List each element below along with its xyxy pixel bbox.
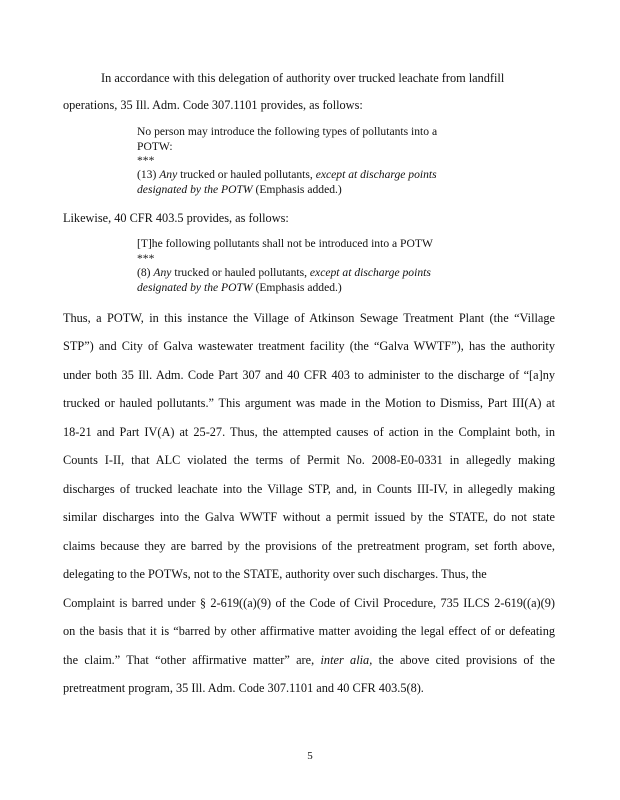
body-line <box>63 396 555 410</box>
body-line <box>63 339 555 353</box>
page-number: 5 <box>307 750 313 762</box>
text-run: (13) <box>137 168 160 181</box>
text-run: (8) <box>137 266 154 279</box>
emphasis-text: except at discharge points <box>315 168 437 181</box>
quote-line <box>137 252 154 266</box>
quote-line <box>137 183 342 197</box>
body-line <box>63 653 555 667</box>
body-line <box>63 311 555 325</box>
text-run: *** <box>137 154 155 167</box>
text-run: similar discharges into the Galva WWTF without a permit issued by the STATE, do not state <box>63 510 555 524</box>
text-run: In accordance with this delegation of authority over trucked leachate from landfill <box>101 71 505 85</box>
text-run: under both 35 Ill. Adm. Code Part 307 and 40 CFR 403 to administer to the discharge of “[a]ny <box>63 368 555 382</box>
text-run: Counts I-II, that ALC violated the terms of Permit No. 2008-E0-0331 in allegedly making <box>63 453 555 467</box>
body-line <box>63 681 424 695</box>
emphasis-text: designated by the POTW <box>137 281 253 294</box>
body-line <box>63 567 487 581</box>
text-run: No person may introduce the following types of pollutants into a <box>137 125 438 138</box>
quote-line <box>137 266 431 280</box>
emphasis-text: Any <box>159 168 178 181</box>
body-line <box>63 596 555 610</box>
text-run: (Emphasis added.) <box>252 183 342 196</box>
text-run: Likewise, 40 CFR 403.5 provides, as follows: <box>63 211 289 225</box>
body-line <box>63 98 363 112</box>
text-run: trucked or hauled pollutants.” This argument was made in the Motion to Dismiss, Part III(A) at <box>63 396 555 410</box>
text-run: trucked or hauled pollutants, <box>171 266 310 279</box>
body-line <box>63 539 555 553</box>
emphasis-text: except at discharge points <box>309 266 431 279</box>
body-line <box>101 71 504 85</box>
text-run: Thus, a POTW, in this instance the Village of Atkinson Sewage Treatment Plant (the “Village <box>63 311 555 325</box>
body-line <box>63 510 555 524</box>
text-run: *** <box>137 252 155 265</box>
text-run: claims because they are barred by the provisions of the pretreatment program, set forth above, <box>63 539 555 553</box>
emphasis-text: inter alia, <box>320 653 373 667</box>
text-run: discharges of trucked leachate into the Village STP, and, in Counts III-IV, in allegedly making <box>63 482 555 496</box>
quote-line <box>137 154 154 168</box>
text-run: the claim.” That “other affirmative matter” are, <box>63 653 321 667</box>
body-line <box>63 211 289 225</box>
text-run: [T]he following pollutants shall not be introduced into a POTW <box>137 237 433 250</box>
quote-line <box>137 125 437 139</box>
emphasis-text: Any <box>153 266 172 279</box>
text-run: (Emphasis added.) <box>252 281 342 294</box>
text-run: the above cited provisions of the <box>372 653 556 667</box>
text-run: POTW: <box>137 140 173 153</box>
text-run: 18-21 and Part IV(A) at 25-27. Thus, the attempted causes of action in the Complaint both, in <box>63 425 555 439</box>
text-run: STP”) and City of Galva wastewater treatment facility (the “Galva WWTF”), has the authority <box>63 339 555 353</box>
body-line <box>63 482 555 496</box>
body-line <box>63 624 555 638</box>
quote-line <box>137 281 342 295</box>
text-run: Complaint is barred under § 2-619((a)(9) of the Code of Civil Procedure, 735 ILCS 2-619((a)(9) <box>63 596 555 610</box>
quote-line <box>137 140 173 154</box>
text-run: pretreatment program, 35 Ill. Adm. Code 307.1101 and 40 CFR 403.5(8). <box>63 681 424 695</box>
quote-line <box>137 168 437 182</box>
emphasis-text: designated by the POTW <box>137 183 253 196</box>
text-run: delegating to the POTWs, not to the STATE, authority over such discharges. Thus, the <box>63 567 487 581</box>
body-line <box>63 368 555 382</box>
body-line <box>63 453 555 467</box>
text-run: on the basis that it is “barred by other affirmative matter avoiding the legal effect of or defeating <box>63 624 555 638</box>
body-line <box>63 425 555 439</box>
text-run: trucked or hauled pollutants, <box>177 168 316 181</box>
quote-line <box>137 237 433 251</box>
text-run: operations, 35 Ill. Adm. Code 307.1101 provides, as follows: <box>63 98 363 112</box>
